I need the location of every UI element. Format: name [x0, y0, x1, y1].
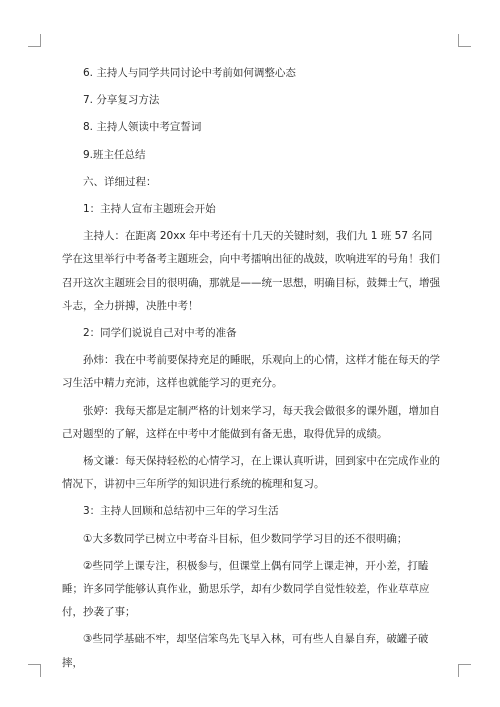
- student-zhang-ting-paragraph: 张婷：我每天都是定制严格的计划来学习，每天我会做很多的课外题，增加自己对题型的了解，这样在中考中才能做到有备无患，取得优异的成绩。: [62, 404, 440, 440]
- step-1-heading: 1：主持人宣布主题班会开始: [83, 203, 216, 216]
- step-2-heading: 2：同学们说说自己对中考的准备: [83, 327, 237, 340]
- section-heading-process: 六、详细过程：: [83, 175, 157, 188]
- review-point-1: ①大多数同学已树立中考奋斗目标，但少数同学学习目的还不很明确；: [83, 532, 408, 545]
- document-page-body: [62, 62, 440, 675]
- host-speech-paragraph: 主持人：在距离 20xx 年中考还有十几天的关键时刻，我们九 1 班 57 名同学在这里举行中考备考主题班会，向中考擂响出征的战鼓，吹响进军的号角！我们召开这次主题班会目的很明确，那就是——统一思想，明确目标，鼓舞士气，增强斗志，全力拼搏，决胜中考！: [62, 230, 440, 312]
- crop-mark-bottom-right: [458, 664, 471, 677]
- agenda-item-9: 9.班主任总结: [83, 148, 146, 161]
- crop-mark-top-right: [458, 34, 471, 47]
- agenda-item-7: 7. 分享复习方法: [83, 94, 160, 107]
- student-sun-wei-paragraph: 孙炜：我在中考前要保持充足的睡眠，乐观向上的心情，这样才能在每天的学习生活中精力充沛，这样也就能学习的更充分。: [62, 354, 440, 390]
- student-yang-wenqian-paragraph: 杨文谦：每天保持轻松的心情学习，在上课认真听讲，回到家中在完成作业的情况下，讲初中三年所学的知识进行系统的梳理和复习。: [62, 455, 440, 491]
- review-point-3: ③些同学基础不牢，却坚信笨鸟先飞早入林，可有些人自暴自弃，破罐子破摔，: [62, 633, 429, 669]
- crop-mark-bottom-left: [28, 664, 41, 677]
- step-3-heading: 3：主持人回顾和总结初中三年的学习生活: [83, 505, 279, 518]
- agenda-item-6: 6. 主持人与同学共同讨论中考前如何调整心态: [83, 67, 296, 79]
- agenda-item-8: 8. 主持人领读中考宣誓词: [83, 121, 202, 134]
- review-point-2: ②些同学上课专注，积极参与，但课堂上偶有同学上课走神，开小差，打瞌睡；许多同学能够认真作业，勤思乐学，却有少数同学自觉性较差，作业草草应付，抄袭了事；: [62, 559, 430, 619]
- crop-mark-top-left: [28, 34, 41, 47]
